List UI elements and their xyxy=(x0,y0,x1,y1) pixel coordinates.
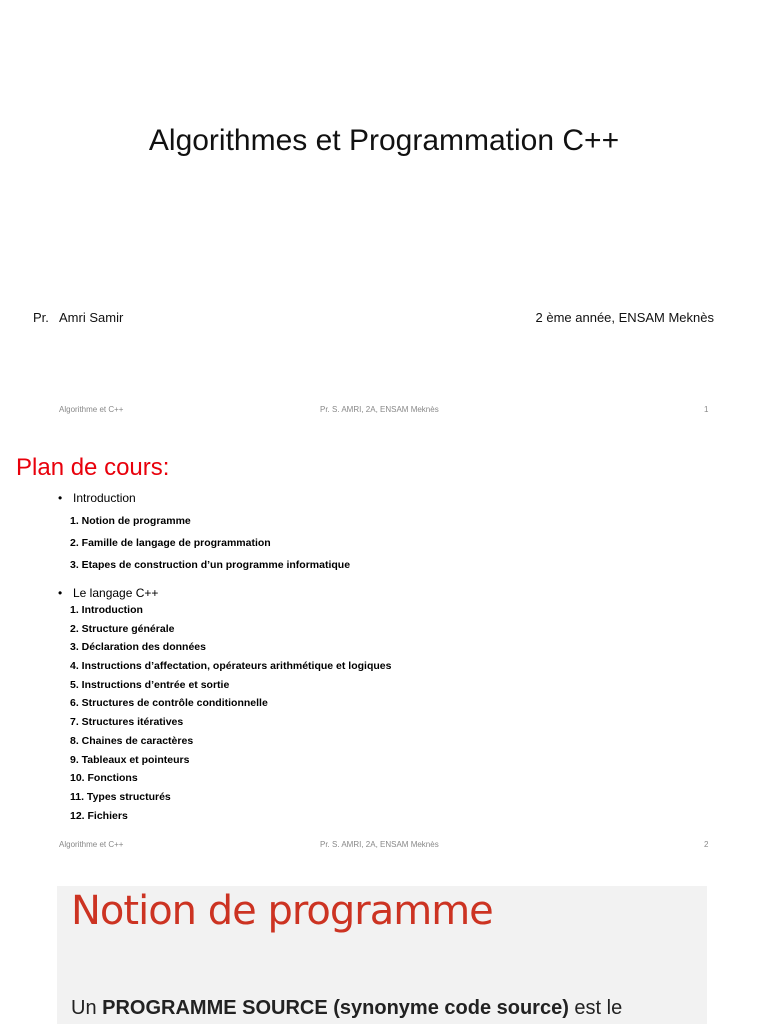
list-item: 10. Fonctions xyxy=(70,772,138,785)
school-info: 2 ème année, ENSAM Meknès xyxy=(535,310,714,325)
list-item: 7. Structures itératives xyxy=(70,716,184,729)
list-item: 2. Structure générale xyxy=(70,622,175,635)
list-item: 6. Structures de contrôle conditionnelle xyxy=(70,697,268,710)
text-bold: PROGRAMME SOURCE (synonyme code source) xyxy=(102,997,569,1019)
slide-body-text xyxy=(71,997,622,1020)
list-item: 2. Famille de langage de programmation xyxy=(70,537,271,549)
introduction-list xyxy=(70,515,350,581)
cpp-topics-list xyxy=(70,604,391,828)
list-item: 3. Etapes de construction d’un programme informatique xyxy=(70,559,351,571)
footer-course: Algorithme et C++ xyxy=(59,840,124,849)
slide-2 xyxy=(0,432,768,864)
slide-title: Notion de programme xyxy=(71,888,493,934)
list-item: 3. Déclaration des données xyxy=(70,641,206,654)
list-item: 8. Chaines de caractères xyxy=(70,734,194,747)
slide-title: Algorithmes et Programmation C++ xyxy=(148,124,620,157)
section-cpp-language xyxy=(58,586,158,600)
text-start: Un xyxy=(71,997,103,1019)
footer-author: Pr. S. AMRI, 2A, ENSAM Meknès xyxy=(320,405,439,414)
plan-title: Plan de cours: xyxy=(16,454,170,481)
footer-author: Pr. S. AMRI, 2A, ENSAM Meknès xyxy=(320,840,439,849)
text-end: est le xyxy=(568,997,623,1019)
slide-1 xyxy=(0,0,768,432)
list-item: 5. Instructions d’entrée et sortie xyxy=(70,678,230,691)
section-introduction xyxy=(58,491,136,505)
list-item: 1. Introduction xyxy=(70,604,143,616)
list-item: 4. Instructions d’affectation, opérateurs arithmétique et logiques xyxy=(70,660,392,673)
list-item: 11. Types structurés xyxy=(70,790,171,803)
bullet-icon: • xyxy=(58,586,63,600)
list-item: 1. Notion de programme xyxy=(70,515,191,527)
section-label: Le langage C++ xyxy=(73,586,159,600)
footer-page-number: 1 xyxy=(704,405,709,414)
list-item: 12. Fichiers xyxy=(70,809,128,822)
list-item: 9. Tableaux et pointeurs xyxy=(70,753,190,766)
footer-course: Algorithme et C++ xyxy=(59,405,124,414)
footer-page-number: 2 xyxy=(704,840,709,849)
author-name: Pr. Amri Samir xyxy=(33,310,124,325)
section-label: Introduction xyxy=(73,491,136,505)
bullet-icon: • xyxy=(58,491,63,505)
slide-3 xyxy=(0,864,768,1024)
